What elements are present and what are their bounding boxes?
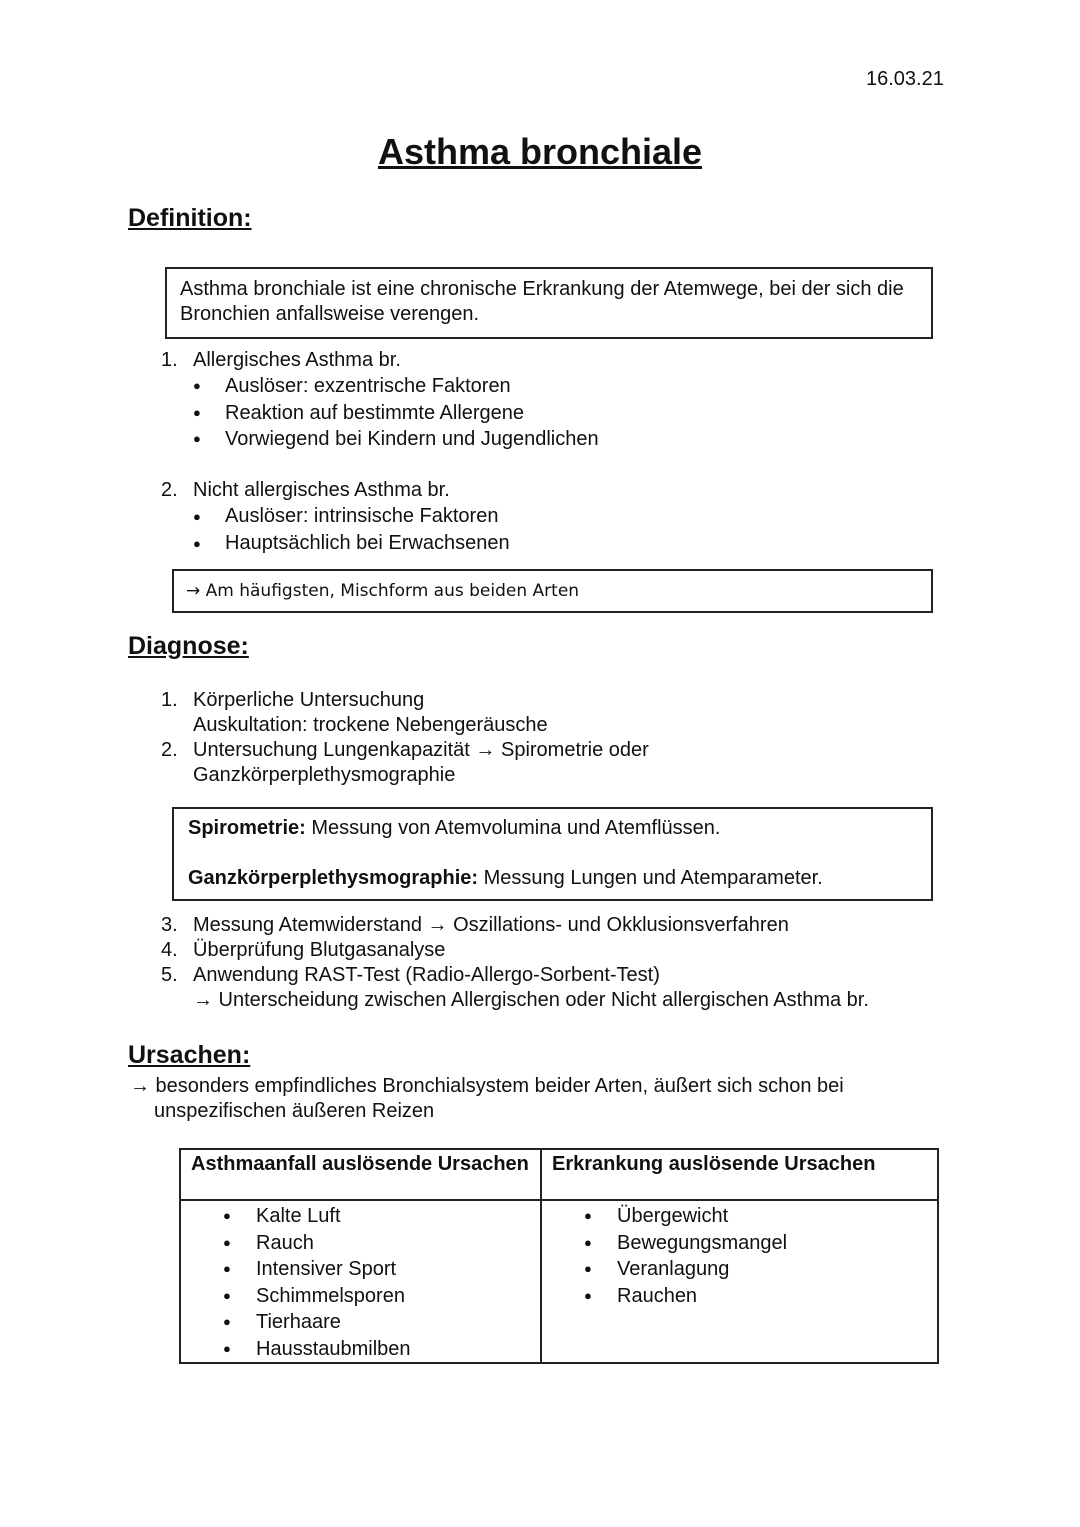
table-cell [541,1200,938,1363]
table-cell [180,1200,541,1363]
diagnose-steps-b [161,913,981,1013]
table-header: Asthmaanfall auslösende Ursachen [180,1149,541,1200]
callout-text: → Am häufigsten, Mischform aus beiden Arten [186,581,580,601]
list-item: 5. Anwendung RAST-Test (Radio-Allergo-Sorbent-Test) → Unterscheidung zwischen Allergischen oder Nicht allergischen Asthma br. [161,964,869,1011]
list-item: ● Reaktion auf bestimmte Allergene [161,400,961,427]
list-item: ● Veranlagung [542,1256,937,1283]
definition-entry: Ganzkörperplethysmographie: Messung Lungen und Atemparameter. [188,867,823,889]
definition-text: Asthma bronchiale ist eine chronische Erkrankung der Atemwege, bei der sich die Bronchien anfallsweise verengen. [180,278,904,325]
list-item: ● Übergewicht [542,1203,937,1230]
diagnose-heading: Diagnose: [128,632,249,660]
list-item: ● Auslöser: intrinsische Faktoren [161,503,961,530]
list-number: 2. [161,479,178,501]
list-item: ● Hausstaubmilben [181,1336,540,1363]
asthma-type-1 [161,347,961,453]
table-header: Erkrankung auslösende Ursachen [541,1149,938,1200]
definitions-box [172,807,933,901]
list-number: 1. [161,349,178,371]
list-item: ● Kalte Luft [181,1203,540,1230]
definition-heading: Definition: [128,204,252,232]
asthma-type-2 [161,477,961,557]
list-item: 1. Körperliche Untersuchung Auskultation: trockene Nebengeräusche [161,689,548,736]
list-item: ● Hauptsächlich bei Erwachsenen [161,530,961,557]
list-item: 3. Messung Atemwiderstand → Oszillations- und Okklusionsverfahren [161,914,789,936]
definition-entry: Spirometrie: Messung von Atemvolumina und Atemflüssen. [188,817,721,839]
date: 16.03.21 [866,68,944,90]
list-item: ● Vorwiegend bei Kindern und Jugendlichen [161,426,961,453]
list-item: ● Rauchen [542,1283,937,1310]
causes-table [179,1148,939,1364]
asthma-type-label: Allergisches Asthma br. [193,349,401,371]
ursachen-intro: → besonders empfindliches Bronchialsystem beider Arten, äußert sich schon bei unspezifischen äußeren Reizen [130,1075,844,1122]
list-item: ● Bewegungsmangel [542,1230,937,1257]
list-item: ● Rauch [181,1230,540,1257]
list-item: ● Auslöser: exzentrische Faktoren [161,373,961,400]
callout-box [172,569,933,613]
page-title: Asthma bronchiale [377,131,703,172]
asthma-type-label: Nicht allergisches Asthma br. [193,479,450,501]
list-item: ● Intensiver Sport [181,1256,540,1283]
list-item: ● Schimmelsporen [181,1283,540,1310]
definition-box [165,267,933,339]
ursachen-heading: Ursachen: [128,1041,251,1069]
list-item: 2. Untersuchung Lungenkapazität → Spirometrie oder Ganzkörperplethysmographie [161,739,649,786]
list-item: 4. Überprüfung Blutgasanalyse [161,939,446,961]
list-item: ● Tierhaare [181,1309,540,1336]
diagnose-steps-a [161,688,961,788]
